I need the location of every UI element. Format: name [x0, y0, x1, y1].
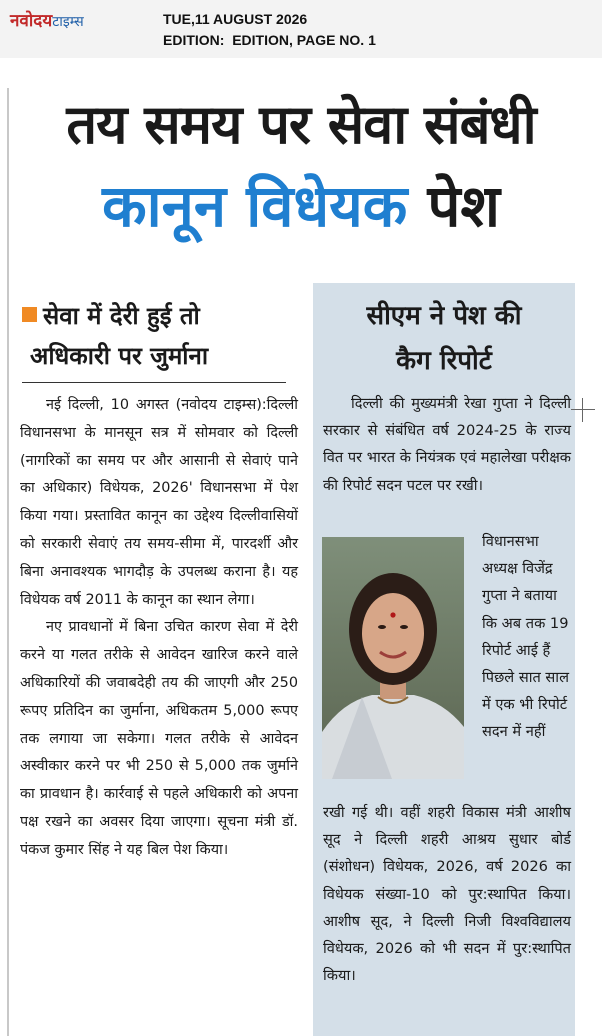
cag-paragraph-1	[323, 390, 571, 499]
cag-para-1-text: दिल्ली की मुख्यमंत्री रेखा गुप्ता ने दिल्ली सरकार से संबंधित वर्ष 2024-25 के राज्य वित पर भारत के नियंत्रक एवं महालेखा परीक्षक की रिपोर्ट सदन पटल पर रखी।	[323, 395, 571, 494]
cag-title-line-1: सीएम ने पेश की	[366, 301, 522, 331]
left-subhead	[22, 296, 290, 376]
subhead-rule	[22, 382, 286, 383]
subhead-line-1: सेवा में देरी हुई तो	[43, 302, 200, 330]
beside-photo-text: विधानसभा अध्यक्ष विजेंद्र गुप्ता ने बताया कि अब तक 19 रिपोर्ट आई हैं पिछले सात साल में एक भी रिपोर्ट सदन में नहीं	[482, 533, 569, 741]
cag-title-line-2: कैग रिपोर्ट	[396, 346, 492, 376]
headline-dark-part: पेश	[427, 172, 500, 240]
headline-line-1: तय समय पर सेवा संबंधी	[66, 93, 536, 156]
headline-blue-part: कानून विधेयक	[102, 172, 408, 240]
left-paragraph-1: नई दिल्ली, 10 अगस्त (नवोदय टाइम्स):दिल्ली विधानसभा के मानसून सत्र में सोमवार को दिल्ली (नागरिकों का समय पर और आसानी से सेवाएं पाने का अधिकार) विधेयक, 2026' विधानसभा में पेश किया गया। प्रस्तावित कानून का उद्देश्य दिल्लीवासियों को सरकारी सेवाएं तय समय-सीमा में, पारदर्शी और बिना अनावश्यक भागदौड़ के उपलब्ध कराना है। यह विधेयक वर्ष 2011 के कानून का स्थान लेगा।	[20, 397, 298, 608]
main-headline	[0, 92, 602, 242]
cag-paragraph-2	[323, 799, 571, 989]
edition-line: EDITION: EDITION, PAGE NO. 1	[163, 32, 376, 48]
left-story-body	[20, 392, 298, 865]
edition-info	[163, 9, 376, 51]
registration-mark-icon	[571, 398, 595, 422]
logo-part-1: नवोदय	[10, 11, 53, 31]
orange-bullet-icon	[22, 307, 37, 322]
headline-line-2	[0, 170, 602, 242]
logo-part-2: टाइम्स	[52, 14, 84, 30]
speaker-photo	[322, 537, 464, 779]
date-line: TUE,11 AUGUST 2026	[163, 11, 308, 27]
newspaper-logo	[10, 8, 84, 31]
masthead-bar	[0, 0, 602, 58]
left-paragraph-2: नए प्रावधानों में बिना उचित कारण सेवा में देरी करने या गलत तरीके से आवेदन खारिज करने वाले अधिकारियों की जवाबदेही तय की जाएगी और 250 रूपए प्रतिदिन का जुर्माना, अधिकतम 5,000 रूपए तक लगाया जा सकेगा। गलत तरीके से आवेदन अस्वीकार करने पर भी 250 से 5,000 तक जुर्माने का प्रावधान है। कार्रवाई से पहले अधिकारी को अपना पक्ष रखने का अवसर दिया जाएगा। सूचना मंत्री डॉ. पंकज कुमार सिंह ने यह बिल पेश किया।	[20, 619, 298, 858]
cag-para-2-text: रखी गई थी। वहीं शहरी विकास मंत्री आशीष सूद ने दिल्ली शहरी आश्रय सुधार बोर्ड (संशोधन) विधेयक, 2026, वर्ष 2026 का विधेयक संख्या-10 को पुर:स्थापित किया। आशीष सूद, ने दिल्ली निजी विश्वविद्यालय विधेयक, 2026 को भी सदन में पुर:स्थापित किया।	[323, 804, 571, 985]
subhead-line-2: अधिकारी पर जुर्माना	[30, 342, 209, 370]
cag-box-title	[313, 294, 575, 384]
